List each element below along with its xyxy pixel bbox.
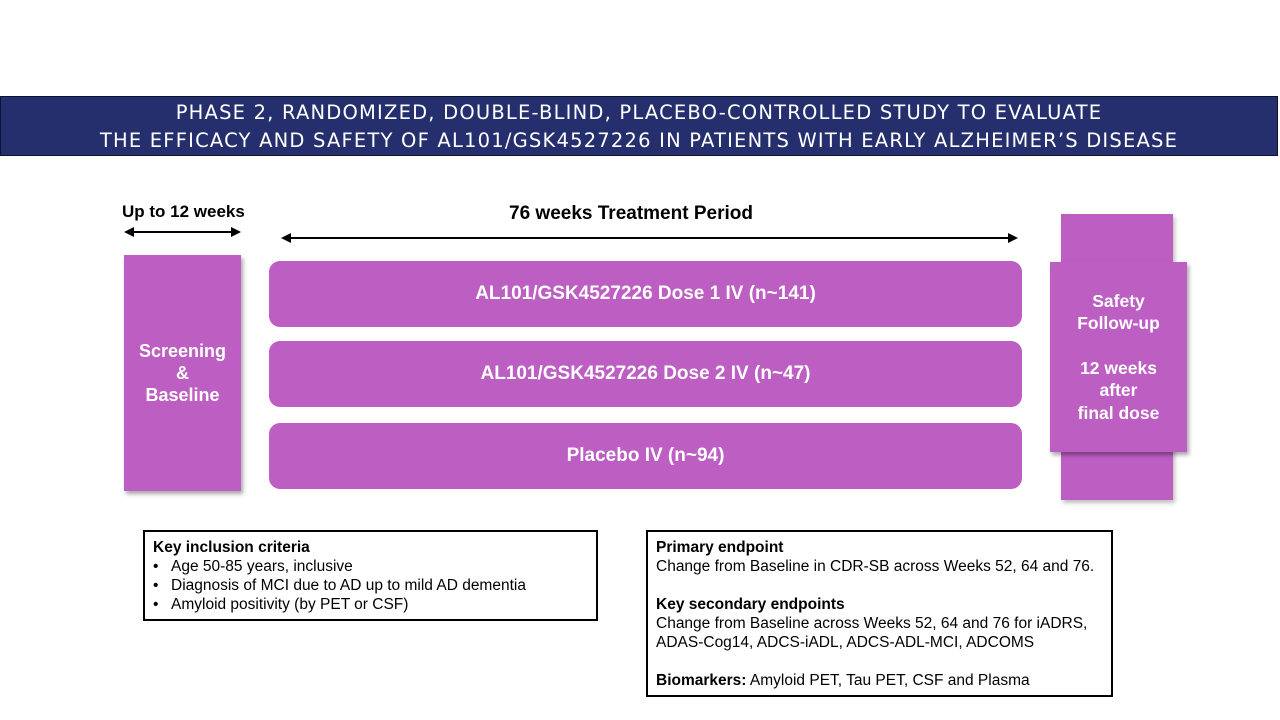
- inclusion-item: • Age 50-85 years, inclusive: [153, 557, 588, 576]
- screening-duration-label: Up to 12 weeks: [122, 202, 245, 221]
- secondary-endpoints-line-1: Change from Baseline across Weeks 52, 64 and 76 for iADRS,: [656, 615, 1088, 632]
- follow-up-line-1: Safety: [1092, 290, 1145, 311]
- title-line-2: THE EFFICACY AND SAFETY OF AL101/GSK4527226 IN PATIENTS WITH EARLY ALZHEIMER’S DISEASE: [99, 129, 1179, 152]
- follow-up-line-5: final dose: [1077, 402, 1160, 423]
- biomarkers-text: Amyloid PET, Tau PET, CSF and Plasma: [746, 672, 1030, 689]
- arm-dose-1: [269, 261, 1022, 327]
- screening-line-2: &: [176, 363, 189, 383]
- screening-baseline-box: [124, 255, 241, 491]
- primary-endpoint-heading: Primary endpoint: [656, 539, 784, 556]
- screening-line-1: Screening: [138, 341, 227, 361]
- follow-up-line-2: Follow-up: [1077, 313, 1160, 334]
- treatment-period-arrow: [281, 233, 1018, 243]
- safety-follow-up-box: [1050, 262, 1187, 452]
- inclusion-criteria-box: [143, 530, 598, 621]
- follow-up-line-3: 12 weeks: [1080, 357, 1157, 378]
- primary-endpoint-text: Change from Baseline in CDR-SB across Weeks 52, 64 and 76.: [656, 558, 1095, 575]
- inclusion-item: • Diagnosis of MCI due to AD up to mild AD dementia: [153, 576, 588, 595]
- treatment-period-label: 76 weeks Treatment Period: [509, 203, 753, 224]
- inclusion-item: • Amyloid positivity (by PET or CSF): [153, 595, 588, 614]
- arm-dose-2-label: AL101/GSK4527226 Dose 2 IV (n~47): [480, 363, 811, 384]
- secondary-endpoints-heading: Key secondary endpoints: [656, 596, 845, 613]
- title-line-1: PHASE 2, RANDOMIZED, DOUBLE-BLIND, PLACEBO-CONTROLLED STUDY TO EVALUATE: [175, 101, 1103, 124]
- inclusion-list: [153, 557, 588, 614]
- screening-line-3: Baseline: [145, 385, 220, 405]
- study-title-banner: [0, 96, 1278, 156]
- screening-duration-arrow: [124, 227, 241, 237]
- arm-dose-1-label: AL101/GSK4527226 Dose 1 IV (n~141): [475, 283, 816, 304]
- secondary-endpoints-line-2: ADAS-Cog14, ADCS-iADL, ADCS-ADL-MCI, ADCOMS: [656, 634, 1035, 651]
- endpoints-box: [646, 530, 1113, 697]
- follow-up-line-4: after: [1099, 380, 1138, 401]
- biomarkers-line: [656, 671, 1103, 690]
- biomarkers-heading: Biomarkers:: [656, 672, 747, 689]
- arm-placebo-label: Placebo IV (n~94): [566, 445, 725, 466]
- inclusion-heading: Key inclusion criteria: [153, 539, 310, 556]
- arm-placebo: [269, 423, 1022, 489]
- arm-dose-2: [269, 341, 1022, 407]
